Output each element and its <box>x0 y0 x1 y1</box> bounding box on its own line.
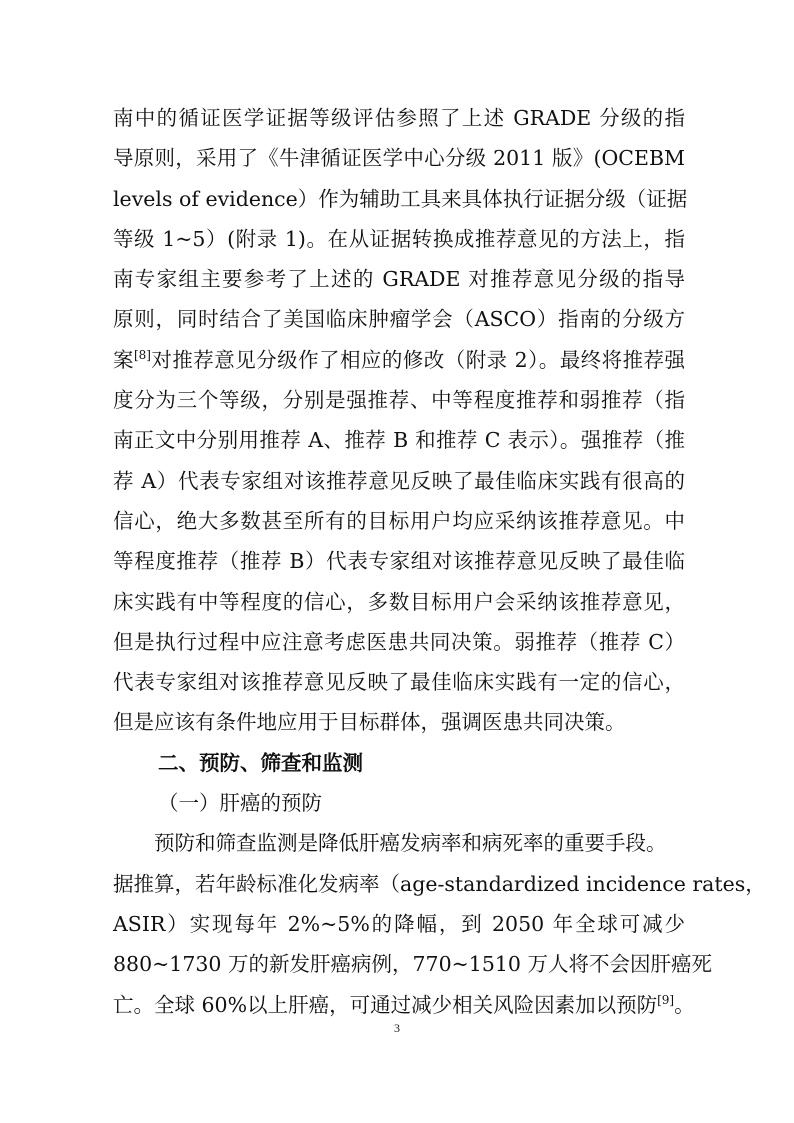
text-segment: 案 <box>113 347 134 372</box>
text-line: 南中的循证医学证据等级评估参照了上述 GRADE 分级的指 <box>113 106 685 130</box>
body-text <box>113 98 766 1025</box>
section-heading: 二、预防、筛查和监测 <box>158 750 363 775</box>
text-line: 代表专家组对该推荐意见反映了最佳临床实践有一定的信心， <box>113 670 685 695</box>
text-line: 等程度推荐（推荐 B）代表专家组对该推荐意见反映了最佳临 <box>113 549 685 574</box>
text-line: 导原则，采用了《牛津循证医学中心分级 2011 版》(OCEBM <box>113 146 685 171</box>
text-line-with-citation <box>113 985 695 1025</box>
text-segment: 亡。全球 60%以上肝癌，可通过减少相关风险因素加以预防 <box>113 992 658 1017</box>
text-line: 880~1730 万的新发肝癌病例，770~1510 万人将不会因肝癌死 <box>113 952 712 977</box>
text-line: 床实践有中等程度的信心，多数目标用户会采纳该推荐意见， <box>113 589 685 614</box>
page-number: 3 <box>394 1021 400 1035</box>
text-line: 度分为三个等级，分别是强推荐、中等程度推荐和弱推荐（指 <box>113 388 685 413</box>
citation-ref: [9] <box>657 992 675 1007</box>
text-segment: 对推荐意见分级作了相应的修改（附录 2）。最终将推荐强 <box>150 347 685 372</box>
text-line: 南专家组主要参考了上述的 GRADE 对推荐意见分级的指导 <box>113 267 685 292</box>
text-line: 等级 1~5）(附录 1)。在从证据转换成推荐意见的方法上，指 <box>113 226 685 251</box>
text-line: 预防和筛查监测是降低肝癌发病率和病死率的重要手段。 <box>154 831 667 856</box>
text-line: 据推算，若年龄标准化发病率（age-standardized incidence rates， <box>113 871 766 896</box>
text-line: 但是执行过程中应注意考虑医患共同决策。弱推荐（推荐 C） <box>113 629 685 654</box>
text-line: levels of evidence）作为辅助工具来具体执行证据分级（证据 <box>113 186 688 211</box>
text-line: 信心，绝大多数甚至所有的目标用户均应采纳该推荐意见。中 <box>113 508 685 533</box>
text-segment: 。 <box>674 992 695 1017</box>
text-line: 原则，同时结合了美国临床肿瘤学会（ASCO）指南的分级方 <box>113 307 685 332</box>
subsection-heading: （一）肝癌的预防 <box>158 791 322 816</box>
text-line: 荐 A）代表专家组对该推荐意见反映了最佳临床实践有很高的 <box>113 468 685 493</box>
citation-ref: [8] <box>133 347 151 362</box>
text-line: ASIR）实现每年 2%~5%的降幅，到 2050 年全球可减少 <box>113 911 685 936</box>
text-line: 南正文中分别用推荐 A、推荐 B 和推荐 C 表示）。强推荐（推 <box>113 428 685 453</box>
text-line-with-citation <box>113 340 685 380</box>
text-line: 但是应该有条件地应用于目标群体，强调医患共同决策。 <box>113 710 626 735</box>
